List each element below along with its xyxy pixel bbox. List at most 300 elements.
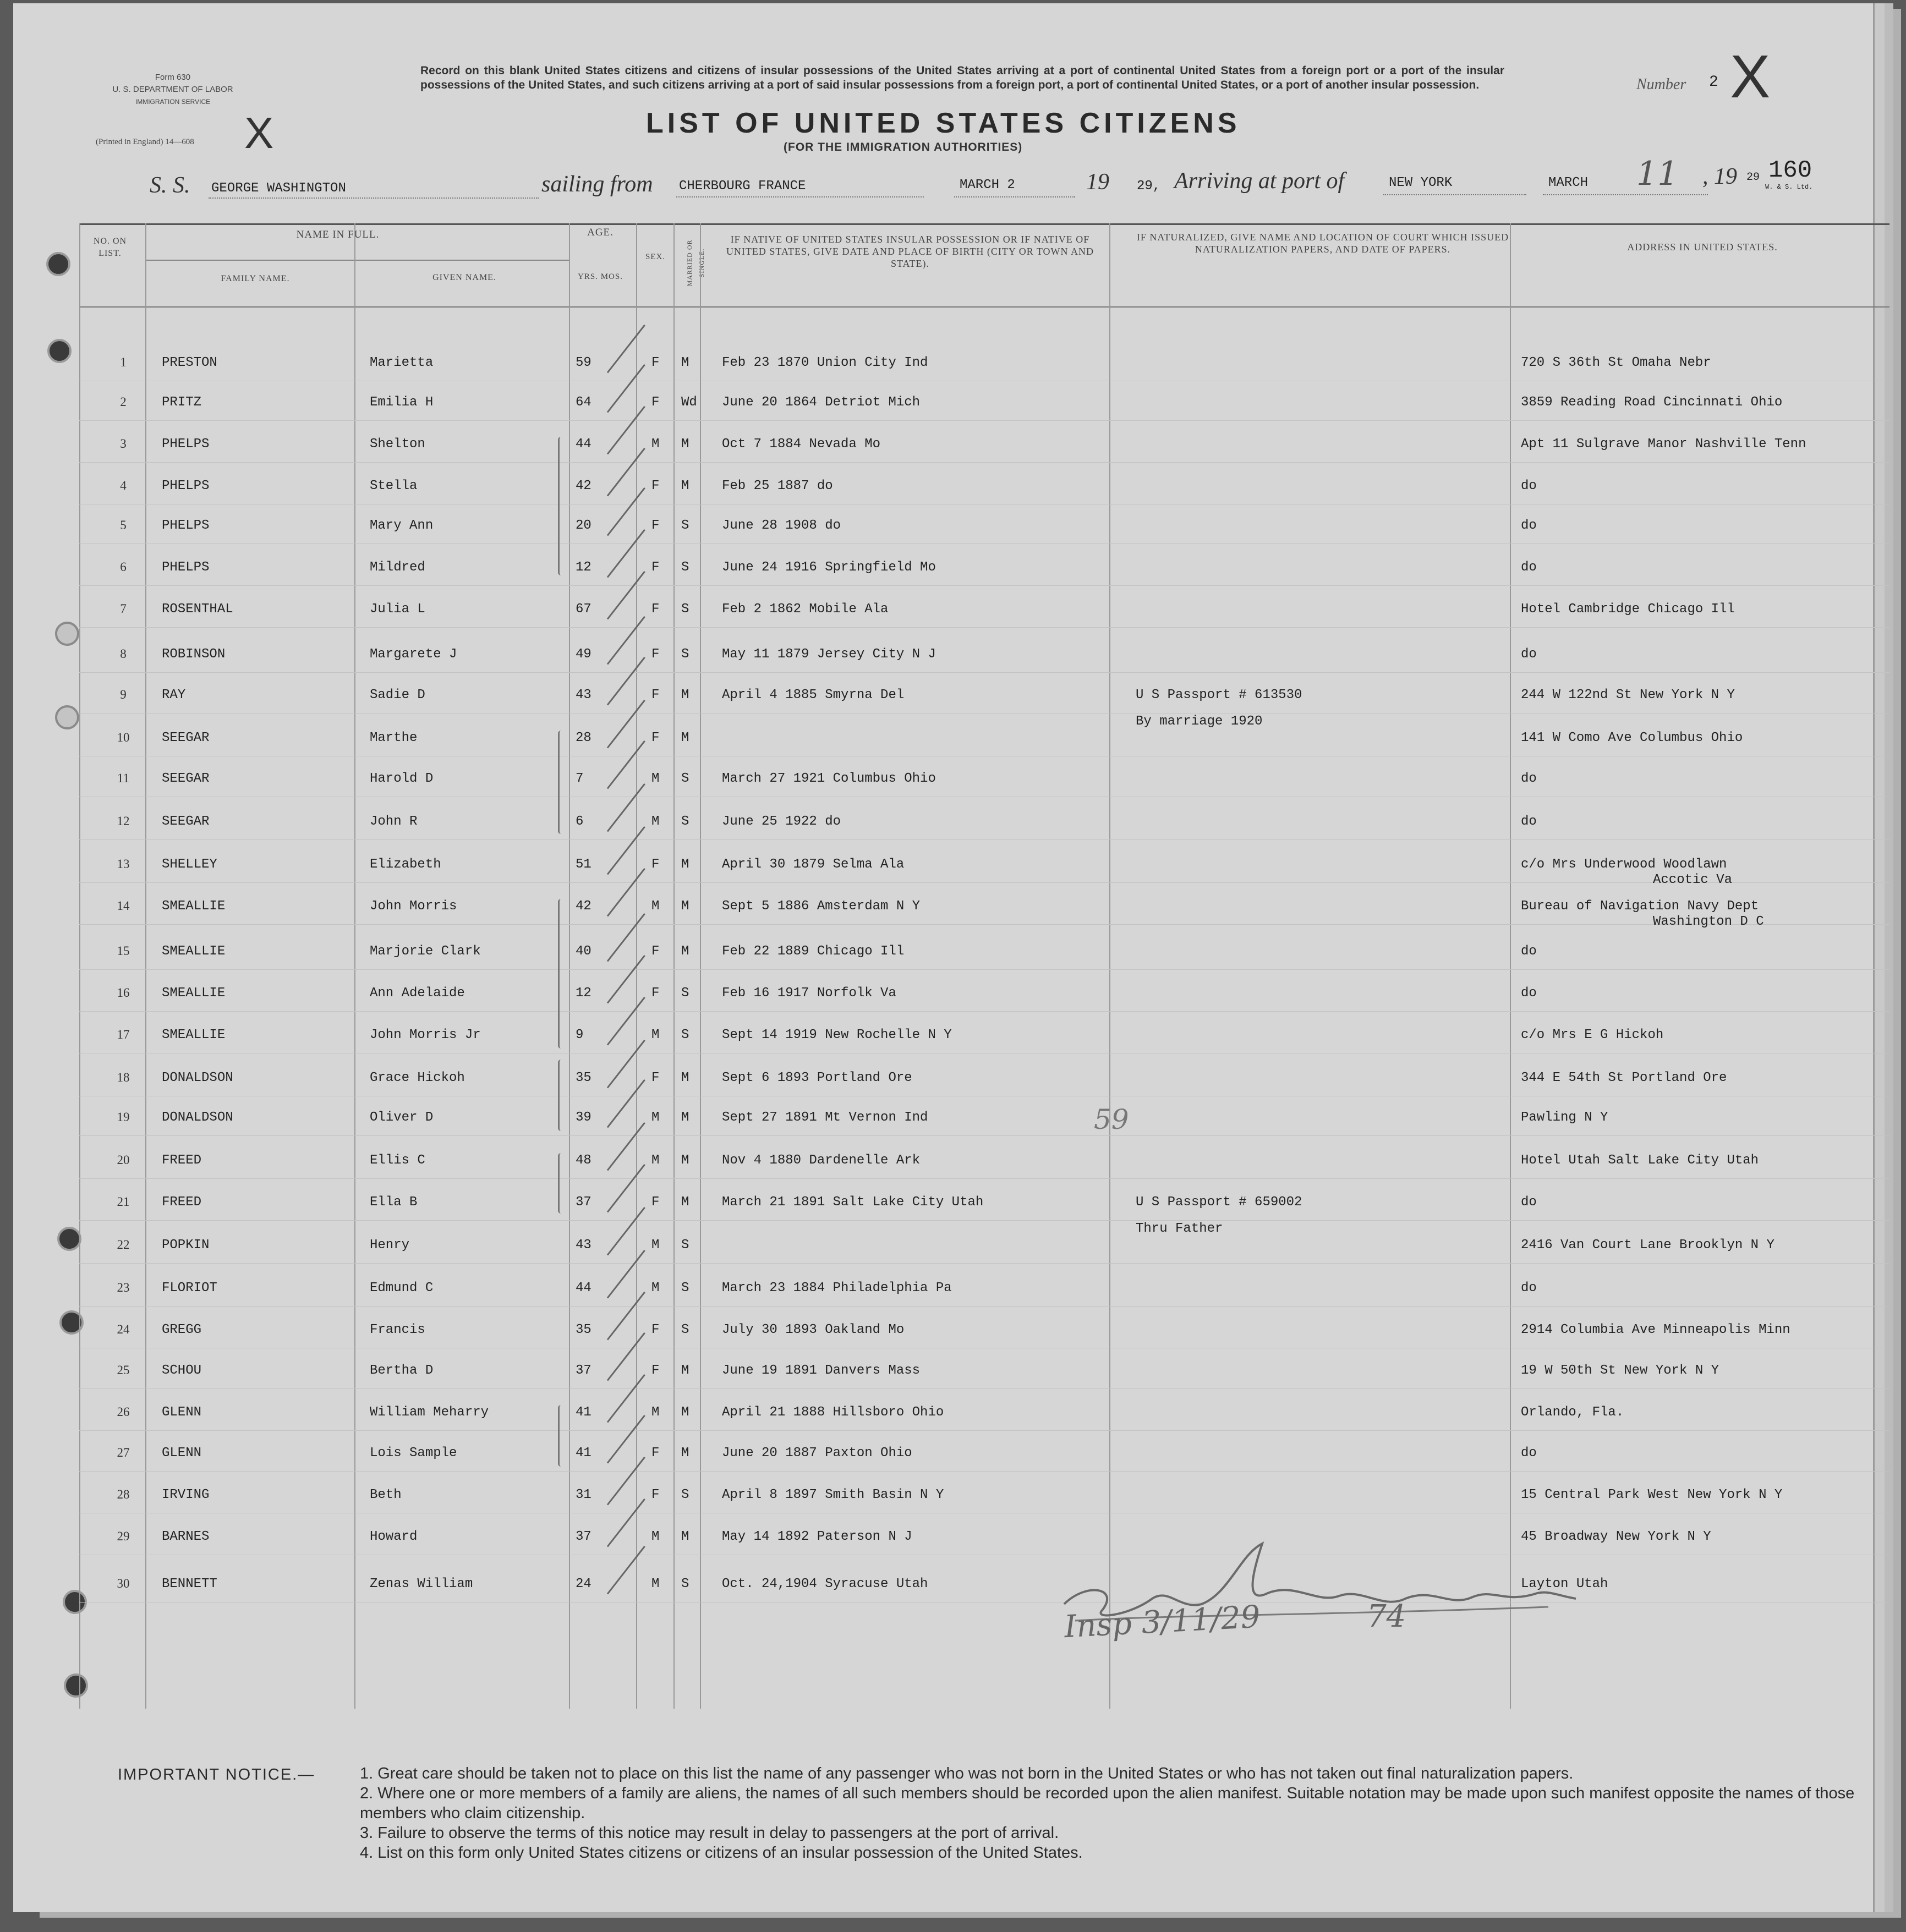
address: 45 Broadway New York N Y bbox=[1521, 1529, 1711, 1544]
row-number: 19 bbox=[117, 1110, 130, 1124]
family-name: PHELPS bbox=[162, 479, 210, 493]
given-name: Margarete J bbox=[370, 647, 457, 662]
service: IMMIGRATION SERVICE bbox=[135, 98, 211, 106]
punch-hole bbox=[46, 252, 70, 276]
check-tick bbox=[607, 1164, 645, 1213]
page-number: 160 bbox=[1768, 157, 1812, 184]
sex: F bbox=[651, 986, 660, 1001]
marital-status: S bbox=[681, 602, 689, 617]
marital-status: S bbox=[681, 771, 689, 786]
birth-date-place: April 8 1897 Smith Basin N Y bbox=[722, 1488, 944, 1502]
row-divider bbox=[79, 462, 1889, 463]
pencil-page-count: 59 bbox=[1094, 1104, 1129, 1135]
marital-status: M bbox=[681, 857, 689, 872]
row-number: 21 bbox=[117, 1195, 130, 1209]
given-name: Mildred bbox=[370, 560, 425, 575]
sex: M bbox=[651, 1153, 660, 1168]
given-name: Lois Sample bbox=[370, 1446, 457, 1461]
birth-date-place: March 23 1884 Philadelphia Pa bbox=[722, 1281, 952, 1296]
address: do bbox=[1521, 944, 1537, 959]
marital-status: M bbox=[681, 944, 689, 959]
row-number: 17 bbox=[117, 1028, 130, 1041]
address: do bbox=[1521, 771, 1537, 786]
age-years: 7 bbox=[576, 771, 584, 786]
row-divider bbox=[79, 839, 1889, 840]
age-years: 43 bbox=[576, 688, 591, 702]
birth-date-place: April 4 1885 Smyrna Del bbox=[722, 688, 905, 702]
family-name: ROSENTHAL bbox=[162, 602, 233, 617]
family-name: IRVING bbox=[162, 1488, 210, 1502]
row-divider bbox=[79, 1011, 1889, 1012]
row-number: 22 bbox=[117, 1238, 130, 1252]
notice-item: 1. Great care should be taken not to place on this list the name of any passenger who was not born in the United States or who has not taken out final naturalization papers. bbox=[360, 1765, 1574, 1782]
marital-status: S bbox=[681, 1238, 689, 1253]
row-number: 24 bbox=[117, 1322, 130, 1336]
row-number: 30 bbox=[117, 1577, 130, 1590]
row-number: 7 bbox=[120, 602, 127, 616]
family-brace bbox=[558, 731, 564, 834]
given-name: Marietta bbox=[370, 355, 434, 370]
form-number: Form 630 bbox=[155, 73, 191, 82]
row-number: 25 bbox=[117, 1363, 130, 1377]
age-years: 44 bbox=[576, 437, 591, 452]
family-name: DONALDSON bbox=[162, 1071, 233, 1085]
family-name: PHELPS bbox=[162, 437, 210, 452]
address: 720 S 36th St Omaha Nebr bbox=[1521, 355, 1711, 370]
punch-hole bbox=[64, 1673, 88, 1698]
family-name: FREED bbox=[162, 1195, 202, 1210]
birth-date-place: March 27 1921 Columbus Ohio bbox=[722, 771, 936, 786]
sex: F bbox=[651, 1195, 660, 1210]
family-brace bbox=[558, 1060, 564, 1131]
marital-status: M bbox=[681, 1110, 689, 1125]
address: 141 W Como Ave Columbus Ohio bbox=[1521, 731, 1743, 745]
check-tick bbox=[607, 1457, 645, 1506]
family-brace bbox=[558, 1405, 564, 1467]
address: Orlando, Fla. bbox=[1521, 1405, 1624, 1420]
given-name: Julia L bbox=[370, 602, 425, 617]
address: Hotel Cambridge Chicago Ill bbox=[1521, 602, 1735, 617]
header-no: NO. ON LIST. bbox=[93, 237, 127, 258]
address: do bbox=[1521, 518, 1537, 533]
birth-date-place: April 30 1879 Selma Ala bbox=[722, 857, 905, 872]
row-number: 18 bbox=[117, 1071, 130, 1084]
age-years: 64 bbox=[576, 395, 591, 410]
age-years: 35 bbox=[576, 1322, 591, 1337]
depart-date: MARCH 2 bbox=[960, 178, 1015, 193]
family-name: GLENN bbox=[162, 1405, 202, 1420]
age-years: 9 bbox=[576, 1028, 584, 1042]
naturalization: By marriage 1920 bbox=[1136, 714, 1263, 729]
page-title: LIST OF UNITED STATES CITIZENS bbox=[646, 107, 1241, 139]
sex: M bbox=[651, 1028, 660, 1042]
birth-date-place: June 28 1908 do bbox=[722, 518, 841, 533]
row-number: 16 bbox=[117, 986, 130, 1000]
check-tick bbox=[607, 1122, 645, 1171]
sex: F bbox=[651, 647, 660, 662]
row-number: 10 bbox=[117, 731, 130, 744]
row-divider bbox=[79, 585, 1889, 586]
birth-date-place: Oct 7 1884 Nevada Mo bbox=[722, 437, 881, 452]
given-name: Marthe bbox=[370, 731, 418, 745]
birth-date-place: March 21 1891 Salt Lake City Utah bbox=[722, 1195, 984, 1210]
address: do bbox=[1521, 560, 1537, 575]
row-number: 3 bbox=[120, 437, 127, 451]
age-years: 37 bbox=[576, 1195, 591, 1210]
sex: M bbox=[651, 437, 660, 452]
family-name: PHELPS bbox=[162, 560, 210, 575]
family-name: FLORIOT bbox=[162, 1281, 217, 1296]
header-address: ADDRESS IN UNITED STATES. bbox=[1627, 241, 1778, 253]
row-number: 8 bbox=[120, 647, 127, 661]
family-name: PRITZ bbox=[162, 395, 202, 410]
department: U. S. DEPARTMENT OF LABOR bbox=[112, 85, 233, 94]
record-instructions: Record on this blank United States citizens and citizens of insular possessions of the United States arriving at a port of continental United States from a foreign port or a port of the insular possessions of the United States, and such citizens arriving at a port of said insular possessions from a foreign port, a port of continental United States, or a port of another insular possession. bbox=[420, 64, 1504, 91]
birth-date-place: June 25 1922 do bbox=[722, 814, 841, 829]
family-name: GREGG bbox=[162, 1322, 202, 1337]
marital-status: M bbox=[681, 479, 689, 493]
from-port: CHERBOURG FRANCE bbox=[679, 179, 806, 194]
row-number: 5 bbox=[120, 518, 127, 532]
age-years: 44 bbox=[576, 1281, 591, 1296]
birth-date-place: Feb 25 1887 do bbox=[722, 479, 833, 493]
check-tick bbox=[607, 1499, 645, 1547]
birth-date-place: Feb 16 1917 Norfolk Va bbox=[722, 986, 896, 1001]
check-tick bbox=[607, 955, 645, 1004]
number-label: Number bbox=[1636, 76, 1686, 93]
given-name: Emilia H bbox=[370, 395, 434, 410]
family-name: RAY bbox=[162, 688, 186, 702]
address: 15 Central Park West New York N Y bbox=[1521, 1488, 1783, 1502]
birth-date-place: June 24 1916 Springfield Mo bbox=[722, 560, 936, 575]
age-years: 43 bbox=[576, 1238, 591, 1253]
marital-status: M bbox=[681, 899, 689, 914]
given-name: John Morris bbox=[370, 899, 457, 914]
marital-status: M bbox=[681, 1405, 689, 1420]
row-number: 6 bbox=[120, 560, 127, 574]
sex: F bbox=[651, 355, 660, 370]
given-name: Elizabeth bbox=[370, 857, 441, 872]
address: c/o Mrs E G Hickoh bbox=[1521, 1028, 1664, 1042]
age-years: 35 bbox=[576, 1071, 591, 1085]
given-name: William Meharry bbox=[370, 1405, 489, 1420]
row-number: 12 bbox=[117, 814, 130, 828]
header-name-in-full: NAME IN FULL. bbox=[296, 229, 380, 240]
family-name: SEEGAR bbox=[162, 814, 210, 829]
address: Bureau of Navigation Navy Dept bbox=[1521, 899, 1759, 914]
given-name: Ellis C bbox=[370, 1153, 425, 1168]
x-mark: X bbox=[244, 108, 274, 157]
age-years: 6 bbox=[576, 814, 584, 829]
age-years: 41 bbox=[576, 1446, 591, 1461]
row-divider bbox=[79, 882, 1889, 883]
birth-date-place: June 20 1887 Paxton Ohio bbox=[722, 1446, 912, 1461]
check-tick bbox=[607, 826, 645, 875]
header-yrs-mos: YRS. MOS. bbox=[578, 272, 623, 281]
birth-date-place: May 11 1879 Jersey City N J bbox=[722, 647, 936, 662]
given-name: John R bbox=[370, 814, 418, 829]
age-years: 42 bbox=[576, 899, 591, 914]
marital-status: S bbox=[681, 1577, 689, 1591]
age-years: 37 bbox=[576, 1529, 591, 1544]
header-married: MARRIED OR SINGLE. bbox=[686, 239, 705, 287]
punch-hole bbox=[55, 705, 79, 729]
sex: F bbox=[651, 1488, 660, 1502]
year-prefix: 19 bbox=[1086, 169, 1109, 195]
sex: M bbox=[651, 771, 660, 786]
voyage-line bbox=[13, 155, 1873, 204]
printed-note: (Printed in England) 14—608 bbox=[96, 138, 194, 146]
marital-status: S bbox=[681, 560, 689, 575]
marital-status: M bbox=[681, 355, 689, 370]
row-number: 28 bbox=[117, 1488, 130, 1501]
check-tick bbox=[607, 529, 645, 578]
family-name: POPKIN bbox=[162, 1238, 210, 1253]
given-name: Zenas William bbox=[370, 1577, 473, 1591]
number-x-mark: X bbox=[1730, 43, 1771, 111]
naturalization: U S Passport # 659002 bbox=[1136, 1195, 1302, 1210]
family-name: SMEALLIE bbox=[162, 944, 226, 959]
row-number: 29 bbox=[117, 1529, 130, 1543]
address: Apt 11 Sulgrave Manor Nashville Tenn bbox=[1521, 437, 1806, 452]
marital-status: Wd bbox=[681, 395, 697, 410]
birth-date-place: Feb 2 1862 Mobile Ala bbox=[722, 602, 889, 617]
punch-hole bbox=[55, 622, 79, 646]
header-age: AGE. bbox=[587, 227, 614, 238]
given-name: Sadie D bbox=[370, 688, 425, 702]
address: do bbox=[1521, 814, 1537, 829]
given-name: Ella B bbox=[370, 1195, 418, 1210]
birth-date-place: Feb 23 1870 Union City Ind bbox=[722, 355, 928, 370]
marital-status: M bbox=[681, 1071, 689, 1085]
row-number: 13 bbox=[117, 857, 130, 871]
header-family-name: FAMILY NAME. bbox=[221, 274, 290, 283]
given-name: John Morris Jr bbox=[370, 1028, 481, 1042]
row-divider bbox=[79, 969, 1889, 970]
notice-item: 3. Failure to observe the terms of this notice may result in delay to passengers at the port of arrival. bbox=[360, 1824, 1059, 1842]
notice-heading: IMPORTANT NOTICE.— bbox=[118, 1766, 315, 1783]
check-tick bbox=[607, 364, 645, 413]
row-divider bbox=[79, 1178, 1889, 1179]
ss-label: S. S. bbox=[150, 173, 190, 198]
marital-status: S bbox=[681, 1028, 689, 1042]
marital-status: M bbox=[681, 1153, 689, 1168]
birth-date-place: June 20 1864 Detriot Mich bbox=[722, 395, 921, 410]
sex: F bbox=[651, 857, 660, 872]
row-divider bbox=[79, 1430, 1889, 1431]
check-tick bbox=[607, 325, 645, 374]
check-tick bbox=[607, 616, 645, 665]
header-sex: SEX. bbox=[645, 253, 666, 261]
row-number: 23 bbox=[117, 1281, 130, 1294]
given-name: Howard bbox=[370, 1529, 418, 1544]
row-divider bbox=[79, 1220, 1889, 1221]
check-tick bbox=[607, 448, 645, 497]
given-name: Stella bbox=[370, 479, 418, 493]
row-number: 1 bbox=[120, 355, 127, 369]
address: Hotel Utah Salt Lake City Utah bbox=[1521, 1153, 1759, 1168]
given-name: Edmund C bbox=[370, 1281, 434, 1296]
family-name: PRESTON bbox=[162, 355, 217, 370]
birth-date-place: Sept 6 1893 Portland Ore bbox=[722, 1071, 912, 1085]
marital-status: S bbox=[681, 647, 689, 662]
row-number: 14 bbox=[117, 899, 130, 913]
tally-number: 74 bbox=[1367, 1599, 1406, 1634]
age-years: 31 bbox=[576, 1488, 591, 1502]
given-name: Francis bbox=[370, 1322, 425, 1337]
header-birth: IF NATIVE OF UNITED STATES INSULAR POSSESSION OR IF NATIVE OF UNITED STATES, GIVE DATE AND PLACE OF BIRTH (CITY OR TOWN AND STATE). bbox=[726, 234, 1094, 269]
birth-date-place: Sept 14 1919 New Rochelle N Y bbox=[722, 1028, 952, 1042]
marital-status: M bbox=[681, 1195, 689, 1210]
address: do bbox=[1521, 647, 1537, 662]
age-years: 40 bbox=[576, 944, 591, 959]
given-name: Shelton bbox=[370, 437, 425, 452]
family-name: SCHOU bbox=[162, 1363, 202, 1378]
row-divider bbox=[79, 672, 1889, 673]
address: do bbox=[1521, 986, 1537, 1001]
check-tick bbox=[607, 1207, 645, 1256]
age-years: 24 bbox=[576, 1577, 591, 1591]
sex: F bbox=[651, 944, 660, 959]
header-naturalized: IF NATURALIZED, GIVE NAME AND LOCATION OF COURT WHICH ISSUED NATURALIZATION PAPERS, AND DATE OF PAPERS. bbox=[1136, 232, 1509, 255]
row-divider bbox=[79, 924, 1889, 925]
family-name: PHELPS bbox=[162, 518, 210, 533]
sex: M bbox=[651, 1529, 660, 1544]
given-name: Henry bbox=[370, 1238, 410, 1253]
marital-status: M bbox=[681, 1446, 689, 1461]
family-brace bbox=[558, 437, 564, 575]
row-number: 26 bbox=[117, 1405, 130, 1419]
sex: M bbox=[651, 1281, 660, 1296]
address: 344 E 54th St Portland Ore bbox=[1521, 1071, 1727, 1085]
marital-status: M bbox=[681, 437, 689, 452]
marital-status: M bbox=[681, 1529, 689, 1544]
arrival-year: 29 bbox=[1746, 171, 1760, 184]
given-name: Ann Adelaide bbox=[370, 986, 465, 1001]
row-number: 15 bbox=[117, 944, 130, 958]
address: do bbox=[1521, 1446, 1537, 1461]
naturalization: U S Passport # 613530 bbox=[1136, 688, 1302, 702]
address: 2416 Van Court Lane Brooklyn N Y bbox=[1521, 1238, 1774, 1253]
marital-status: M bbox=[681, 1363, 689, 1378]
family-brace bbox=[558, 1153, 564, 1214]
naturalization: Thru Father bbox=[1136, 1221, 1223, 1236]
check-tick bbox=[607, 740, 645, 789]
form-identifier bbox=[90, 72, 255, 108]
age-years: 67 bbox=[576, 602, 591, 617]
address: 19 W 50th St New York N Y bbox=[1521, 1363, 1719, 1378]
arrival-day: 11 bbox=[1636, 155, 1679, 193]
row-number: 20 bbox=[117, 1153, 130, 1167]
row-divider bbox=[79, 1135, 1889, 1136]
address: do bbox=[1521, 479, 1537, 493]
depart-year: 29, bbox=[1137, 179, 1161, 194]
arrival-year-prefix: , 19 bbox=[1702, 164, 1737, 189]
address: do bbox=[1521, 1195, 1537, 1210]
family-name: SHELLEY bbox=[162, 857, 217, 872]
sex: F bbox=[651, 688, 660, 702]
age-years: 20 bbox=[576, 518, 591, 533]
address: Pawling N Y bbox=[1521, 1110, 1608, 1125]
address: do bbox=[1521, 1281, 1537, 1296]
given-name: Grace Hickoh bbox=[370, 1071, 465, 1085]
header-given-name: GIVEN NAME. bbox=[432, 273, 496, 282]
check-tick bbox=[607, 657, 645, 706]
check-tick bbox=[607, 1079, 645, 1128]
given-name: Marjorie Clark bbox=[370, 944, 481, 959]
age-years: 59 bbox=[576, 355, 591, 370]
check-tick bbox=[607, 868, 645, 917]
row-number: 4 bbox=[120, 479, 127, 492]
manifest-sheet bbox=[13, 3, 1875, 1912]
ws-ltd: W. & S. Ltd. bbox=[1765, 183, 1813, 191]
row-divider bbox=[79, 627, 1889, 628]
age-years: 12 bbox=[576, 986, 591, 1001]
family-name: DONALDSON bbox=[162, 1110, 233, 1125]
sex: M bbox=[651, 899, 660, 914]
birth-date-place: May 14 1892 Paterson N J bbox=[722, 1529, 912, 1544]
notice-list bbox=[360, 1764, 1856, 1863]
check-tick bbox=[607, 1415, 645, 1464]
sex: F bbox=[651, 1446, 660, 1461]
sex: F bbox=[651, 560, 660, 575]
age-years: 39 bbox=[576, 1110, 591, 1125]
row-number: 11 bbox=[117, 771, 130, 785]
notice-item: 4. List on this form only United States citizens or citizens of an insular possession of the United States. bbox=[360, 1844, 1083, 1862]
marital-status: S bbox=[681, 814, 689, 829]
marital-status: S bbox=[681, 986, 689, 1001]
sex: F bbox=[651, 1322, 660, 1337]
ship-name: GEORGE WASHINGTON bbox=[211, 181, 346, 196]
check-tick bbox=[607, 1292, 645, 1341]
row-number: 27 bbox=[117, 1446, 130, 1459]
marital-status: M bbox=[681, 731, 689, 745]
check-tick bbox=[607, 1250, 645, 1299]
row-divider bbox=[79, 420, 1889, 421]
sex: F bbox=[651, 479, 660, 493]
birth-date-place: Oct. 24,1904 Syracuse Utah bbox=[722, 1577, 928, 1591]
family-name: GLENN bbox=[162, 1446, 202, 1461]
sex: F bbox=[651, 731, 660, 745]
sailing-label: sailing from bbox=[541, 172, 653, 197]
arrival-month: MARCH bbox=[1548, 175, 1589, 190]
given-name: Beth bbox=[370, 1488, 402, 1502]
address-line-2: Accotic Va bbox=[1653, 872, 1733, 887]
age-years: 12 bbox=[576, 560, 591, 575]
row-divider bbox=[79, 1388, 1889, 1389]
number-value: 2 bbox=[1709, 74, 1718, 91]
address: 3859 Reading Road Cincinnati Ohio bbox=[1521, 395, 1783, 410]
arrival-port: NEW YORK bbox=[1389, 175, 1453, 190]
age-years: 42 bbox=[576, 479, 591, 493]
birth-date-place: Sept 27 1891 Mt Vernon Ind bbox=[722, 1110, 928, 1125]
check-tick bbox=[607, 1546, 645, 1595]
row-number: 9 bbox=[120, 688, 127, 701]
age-years: 41 bbox=[576, 1405, 591, 1420]
marital-status: S bbox=[681, 1281, 689, 1296]
marital-status: S bbox=[681, 1322, 689, 1337]
address: Layton Utah bbox=[1521, 1577, 1608, 1591]
check-tick bbox=[607, 1040, 645, 1089]
birth-date-place: Sept 5 1886 Amsterdam N Y bbox=[722, 899, 921, 914]
family-name: SMEALLIE bbox=[162, 986, 226, 1001]
check-tick bbox=[607, 487, 645, 536]
family-name: ROBINSON bbox=[162, 647, 226, 662]
age-years: 28 bbox=[576, 731, 591, 745]
check-tick bbox=[607, 406, 645, 455]
age-years: 48 bbox=[576, 1153, 591, 1168]
family-name: BARNES bbox=[162, 1529, 210, 1544]
